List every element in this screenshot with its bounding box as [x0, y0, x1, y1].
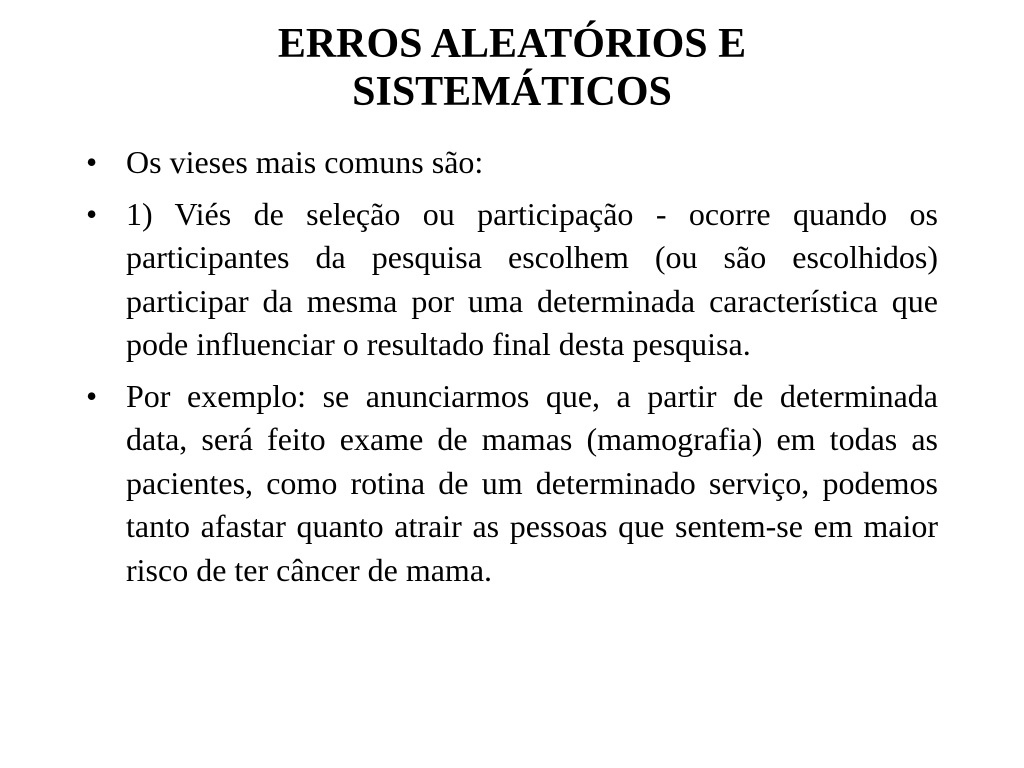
bullet-item-3	[86, 375, 938, 593]
bullet-list	[86, 141, 938, 600]
bullet-text-3: Por exemplo: se anunciarmos que, a partir de determinada data, será feito exame de mamas (mamografia) em todas as pacientes, como rotina de um determinado serviço, podemos tanto afastar quanto atrair as pessoas que sentem-se em maior risco de ter câncer de mama.	[126, 377, 938, 588]
bullet-icon: •	[86, 377, 98, 414]
bullet-item-2	[86, 193, 938, 367]
bullet-icon: •	[86, 144, 98, 180]
title-line-1: ERROS ALEATÓRIOS E	[277, 21, 747, 67]
bullet-text-1: Os vieses mais comuns são:	[126, 144, 484, 180]
bullet-text-2: 1) Viés de seleção ou participação - ocorre quando os participantes da pesquisa escolhem (ou são escolhidos) participar da mesma por uma determinada característica que pode influenciar o resultado final desta pesquisa.	[126, 195, 938, 362]
bullet-item-1	[86, 141, 938, 185]
bullet-icon: •	[86, 195, 98, 232]
title-line-2: SISTEMÁTICOS	[352, 69, 672, 115]
slide-title	[0, 20, 1024, 116]
